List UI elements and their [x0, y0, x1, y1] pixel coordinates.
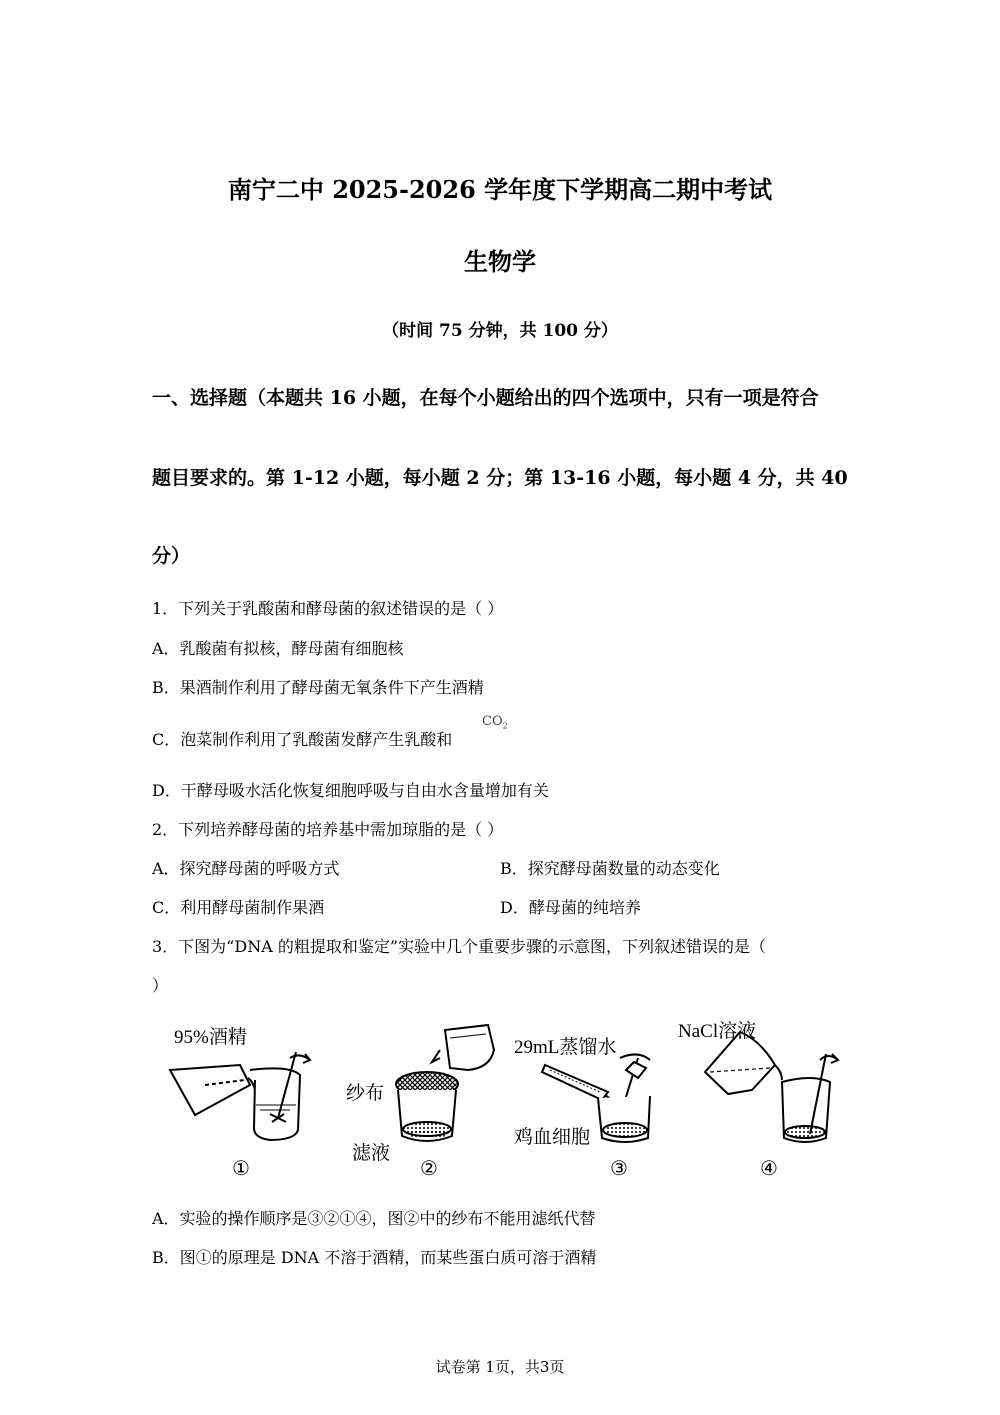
figure-number-1: ①	[232, 1156, 250, 1180]
dna-extraction-figure	[150, 1010, 850, 1190]
question-2-option-a: A．探究酵母菌的呼吸方式	[152, 859, 340, 878]
label-nacl-solution: NaCl溶液	[678, 1021, 757, 1042]
exam-title: 南宁二中 2025-2026 学年度下学期高二期中考试	[227, 175, 773, 204]
label-95-alcohol: 95%酒精	[174, 1027, 247, 1048]
time-info: （时间 75 分钟，共 100 分）	[382, 321, 618, 341]
figure-number-4: ④	[760, 1156, 778, 1180]
question-2-option-b: B．探究酵母菌数量的动态变化	[500, 859, 720, 878]
section-heading-line1: 一、选择题（本题共 16 小题，在每个小题给出的四个选项中，只有一项是符合	[152, 387, 819, 409]
figure-number-2: ②	[420, 1156, 438, 1180]
co2-formula	[482, 714, 508, 731]
question-1-stem: 1．下列关于乳酸菌和酵母菌的叙述错误的是（ ）	[152, 599, 504, 618]
co2-formula-main: CO	[482, 714, 503, 729]
co2-formula-sub: 2	[502, 721, 508, 731]
label-distilled-water: 29mL蒸馏水	[514, 1037, 617, 1058]
page-footer: 试卷第 1页，共3页	[435, 1358, 565, 1376]
question-1-option-a: A．乳酸菌有拟核，酵母菌有细胞核	[152, 639, 404, 658]
label-gauze: 纱布	[346, 1083, 385, 1104]
question-3-option-a: A．实验的操作顺序是③②①④，图②中的纱布不能用滤纸代替	[152, 1209, 596, 1228]
question-2-stem: 2．下列培养酵母菌的培养基中需加琼脂的是（ ）	[152, 820, 504, 839]
question-3-stem-line1: 3．下图为“DNA 的粗提取和鉴定”实验中几个重要步骤的示意图，下列叙述错误的是（	[152, 937, 767, 956]
question-2-option-d: D．酵母菌的纯培养	[500, 898, 641, 917]
section-heading-line3: 分）	[152, 545, 191, 567]
question-3-option-b: B．图①的原理是 DNA 不溶于酒精，而某些蛋白质可溶于酒精	[152, 1248, 597, 1267]
question-1-option-c: C．泡菜制作利用了乳酸菌发酵产生乳酸和	[152, 730, 453, 749]
figure-number-3: ③	[610, 1156, 628, 1180]
question-3-stem-line2: ）	[152, 976, 169, 995]
panel-1-drawing	[170, 1052, 310, 1140]
question-2-option-c: C．利用酵母菌制作果酒	[152, 898, 325, 917]
panel-2-drawing	[396, 1025, 494, 1141]
subject-title: 生物学	[464, 247, 536, 276]
question-1-option-d: D．干酵母吸水活化恢复细胞呼吸与自由水含量增加有关	[152, 781, 549, 800]
section-heading-line2: 题目要求的。第 1-12 小题，每小题 2 分；第 13-16 小题，每小题 4 分，共 40	[152, 467, 848, 489]
panel-4-drawing	[705, 1032, 838, 1142]
question-1-option-b: B．果酒制作利用了酵母菌无氧条件下产生酒精	[152, 678, 484, 697]
label-filtrate: 滤液	[352, 1143, 391, 1164]
label-chicken-blood-cells: 鸡血细胞	[514, 1127, 591, 1148]
